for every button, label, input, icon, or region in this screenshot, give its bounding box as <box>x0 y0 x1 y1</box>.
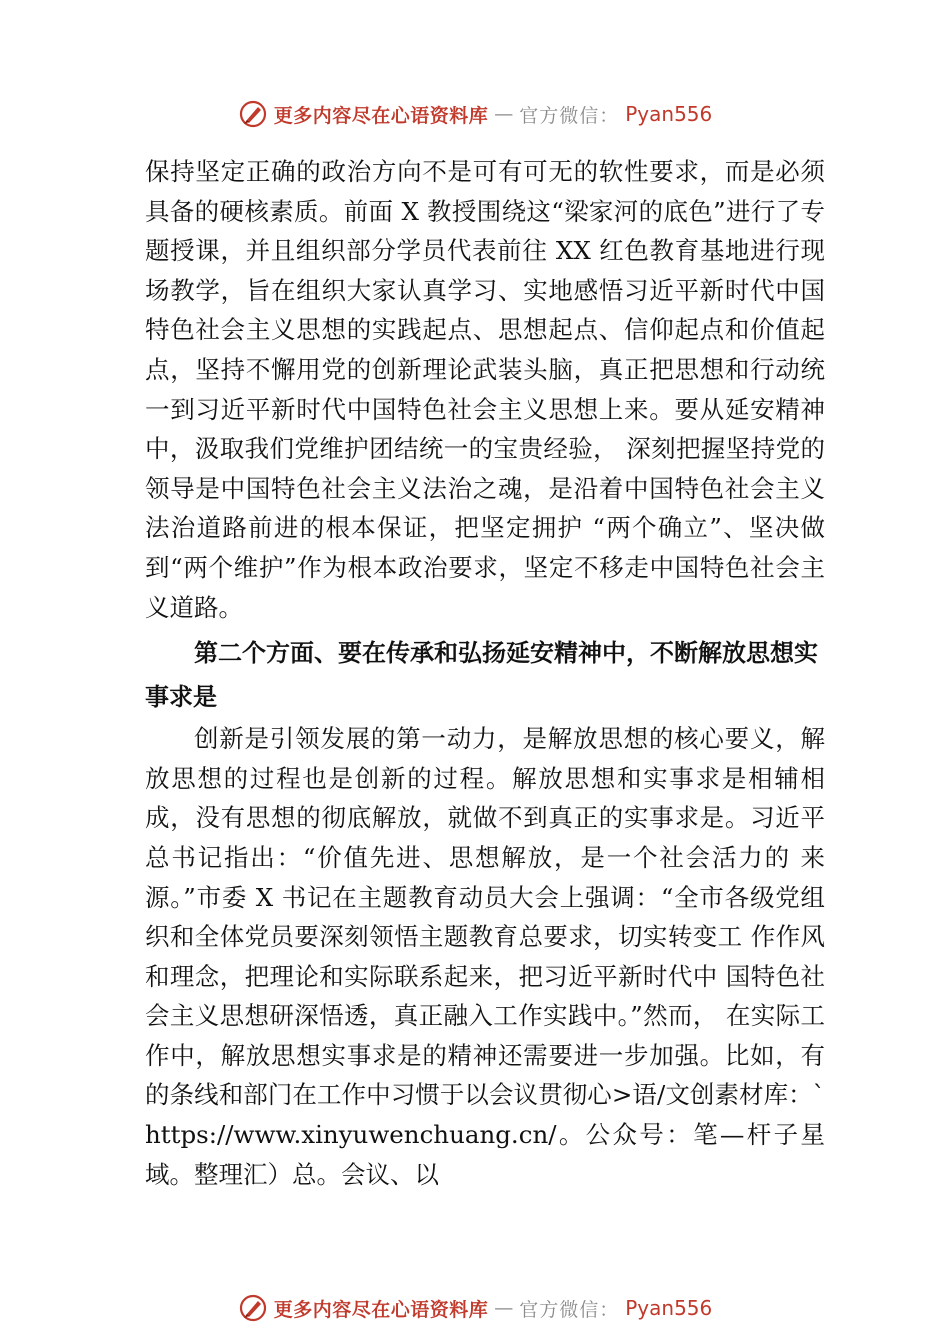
watermark-label: 官方微信： <box>519 104 620 127</box>
watermark-dash: — <box>494 103 514 125</box>
watermark-slogan: 更多内容尽在心语资料库 <box>273 1298 489 1321</box>
watermark-dash: — <box>494 1297 514 1319</box>
watermark-wechat-id: Pyan556 <box>625 1296 713 1320</box>
header-watermark <box>0 94 950 134</box>
footer-watermark <box>0 1288 950 1328</box>
paragraph-2: 创新是引领发展的第一动力，是解放思想的核心要义，解放思想的过程也是创新的过程。解放思想和实事求是相辅相成，没有思想的彻底解放，就做不到真正的实事求是。习近平总书记指出：“价值先进、思想解放，是一个社会活力的 来源。”市委 X 书记在主题教育动员大会上强调：“全市各级党组织和全体党员要深刻领悟主题教育总要求，切实转变工 作作风和理念，把理论和实际联系起来，把习近平新时代中 国特色社会主义思想研深悟透，真正融入工作实践中。”然而， 在实际工作中，解放思想实事求是的精神还需要进一步加强。比如，有的条线和部门在工作中习惯于以会议贯彻心>语/文创素材库：`https://www.xinyuwenchuang.cn/。公众号：笔—杆子星域。整理汇）总。会议、以 <box>145 724 825 1189</box>
watermark-slogan: 更多内容尽在心语资料库 <box>273 104 489 127</box>
pen-logo-icon <box>238 1293 268 1323</box>
section-heading: 第二个方面、要在传承和弘扬延安精神中，不断解放思想实事求是 <box>145 639 818 712</box>
document-body <box>145 152 825 1194</box>
pen-logo-icon <box>238 99 268 129</box>
watermark-wechat-id: Pyan556 <box>625 102 713 126</box>
paragraph-1: 保持坚定正确的政治方向不是可有可无的软性要求，而是必须具备的硬核素质。前面 X 教授围绕这“梁家河的底色”进行了专题授课，并且组织部分学员代表前往 XX 红色教育基地进行现场教学，旨在组织大家认真学习、实地感悟习近平新时代中国特色社会主义思想的实践起点、思想起点、信仰起点和价值起点，坚持不懈用党的创新理论武装头脑，真正把思想和行动统一到习近平新时代中国特色社会主义思想上来。要从延安精神中，汲取我们党维护团结统一的宝贵经验， 深刻把握坚持党的领导是中国特色社会主义法治之魂，是沿着中国特色社会主义法治道路前进的根本保证，把坚定拥护 “两个确立”、坚决做到“两个维护”作为根本政治要求，坚定不移走中国特色社会主义道路。 <box>145 157 825 622</box>
watermark-label: 官方微信： <box>519 1298 620 1321</box>
